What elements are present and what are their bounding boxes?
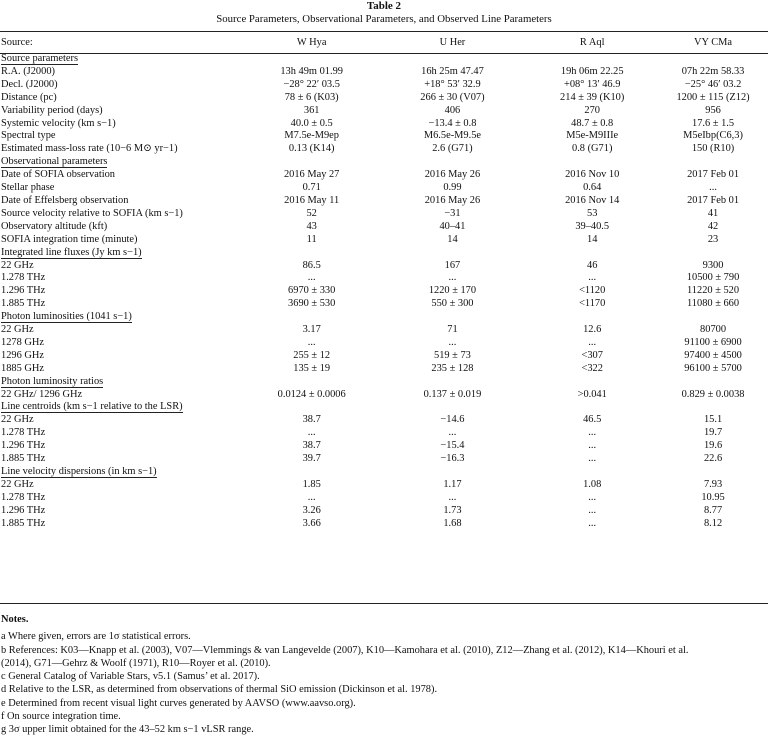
row-label: 1.296 THz <box>1 285 46 297</box>
section-title-cell <box>0 376 768 389</box>
row-label: 1296 GHz <box>1 349 44 361</box>
table-cell: 91100 ± 6900 <box>684 336 742 348</box>
table-row <box>0 130 768 143</box>
section-title-cell <box>0 466 768 479</box>
table-cell: 0.13 (K14) <box>288 143 335 155</box>
table-row <box>0 285 768 298</box>
note-item: (2014), G71—Gehrz & Woolf (1971), R10—Royer et al. (2010). <box>1 657 271 669</box>
section-title: Photon luminosity ratios <box>1 375 104 387</box>
table-cell: 1.85 <box>302 478 321 490</box>
table-notes <box>1 613 767 737</box>
table-cell: 07h 22m 58.33 <box>681 65 745 77</box>
table-cell: 0.64 <box>583 182 602 194</box>
table-cell: 40–41 <box>439 220 466 232</box>
table-cell: 0.829 ± 0.0038 <box>681 388 745 400</box>
section-title-cell <box>0 401 768 414</box>
section-row <box>0 401 768 414</box>
table-cell: <307 <box>581 349 603 361</box>
header-vy-cma: VY CMa <box>694 37 733 48</box>
table-cell: ... <box>307 272 316 284</box>
table-cell: ... <box>588 491 597 503</box>
table-cell: 2016 May 27 <box>283 169 340 181</box>
row-label: 1.296 THz <box>1 440 46 452</box>
table-cell: +08° 13′ 46.9 <box>563 78 621 90</box>
table-cell: 86.5 <box>302 259 321 271</box>
table-cell: 1.73 <box>443 504 462 516</box>
table-cell: 15.1 <box>703 414 723 426</box>
table-cell: ... <box>588 427 597 439</box>
header-u-her: U Her <box>439 37 466 48</box>
table-row <box>0 105 768 118</box>
table-cell: −16.3 <box>440 453 465 465</box>
table-cell: 270 <box>584 104 600 116</box>
table-cell: 956 <box>705 104 721 116</box>
row-label: Distance (pc) <box>1 91 57 103</box>
table-cell: 0.8 (G71) <box>572 143 613 155</box>
table-row <box>0 234 768 247</box>
table-cell: ... <box>588 272 597 284</box>
table-cell: ... <box>588 517 597 529</box>
table-cell: 0.0124 ± 0.0006 <box>277 388 346 400</box>
table-row <box>0 518 768 531</box>
section-title-cell <box>0 247 768 260</box>
table-cell: 19.6 <box>703 440 723 452</box>
table-cell: >0.041 <box>577 388 607 400</box>
row-label: 22 GHz <box>1 259 34 271</box>
table-row <box>0 195 768 208</box>
table-cell: 3.26 <box>302 504 321 516</box>
section-title-cell <box>0 311 768 324</box>
row-label: SOFIA integration time (minute) <box>1 233 138 245</box>
section-row <box>0 156 768 169</box>
table-cell: 6970 ± 330 <box>288 285 336 297</box>
table-cell: 235 ± 128 <box>431 362 474 374</box>
table-cell: −28° 22′ 03.5 <box>283 78 340 90</box>
table-row <box>0 324 768 337</box>
table-cell: 2016 May 26 <box>424 169 481 181</box>
table-cell: 22.6 <box>703 453 723 465</box>
note-item: g 3σ upper limit obtained for the 43–52 km s−1 vLSR range. <box>1 724 254 736</box>
header-r-aql: R Aql <box>579 37 605 48</box>
section-row <box>0 376 768 389</box>
row-label: 1.278 THz <box>1 491 46 503</box>
table-cell: <1120 <box>579 285 606 297</box>
table-row <box>0 118 768 131</box>
table-cell: ... <box>588 336 597 348</box>
table-cell: 519 ± 73 <box>434 349 471 361</box>
row-label: Decl. (J2000) <box>1 78 58 90</box>
table-cell: 1.68 <box>443 517 462 529</box>
table-cell: 266 ± 30 (V07) <box>420 91 485 103</box>
table-cell: 40.0 ± 0.5 <box>290 117 333 129</box>
note-item: d Relative to the LSR, as determined from observations of thermal SiO emission (Dickinson et al. 1978). <box>1 684 438 696</box>
table-caption <box>0 0 768 26</box>
note-item: e Determined from recent visual light curves generated by AAVSO (www.aavso.org). <box>1 697 356 709</box>
table-cell: 38.7 <box>302 414 321 426</box>
section-row <box>0 466 768 479</box>
table-cell: 9300 <box>702 259 724 271</box>
table-cell: 8.12 <box>703 517 723 529</box>
header-row <box>0 32 768 53</box>
table-cell: 2016 May 11 <box>284 194 340 206</box>
table-row <box>0 272 768 285</box>
table-cell: 214 ± 39 (K10) <box>560 91 625 103</box>
section-title-cell <box>0 53 768 66</box>
table-row <box>0 298 768 311</box>
table-cell: 41 <box>707 207 719 219</box>
table-row <box>0 389 768 402</box>
table-cell: 17.6 ± 1.5 <box>692 117 735 129</box>
table-cell: 96100 ± 5700 <box>684 362 742 374</box>
table-cell: 135 ± 19 <box>293 362 331 374</box>
row-label: Stellar phase <box>1 182 55 194</box>
table-cell: 361 <box>303 104 320 116</box>
table-cell: M5eIbp(C6,3) <box>683 130 743 142</box>
row-label: R.A. (J2000) <box>1 65 55 77</box>
note-item: f On source integration time. <box>1 711 121 723</box>
table-row <box>0 143 768 156</box>
table-body <box>0 32 768 531</box>
table-cell: 150 (R10) <box>691 143 735 155</box>
table-cell: 19h 06m 22.25 <box>560 65 624 77</box>
section-row <box>0 53 768 66</box>
table-cell: 52 <box>306 207 317 219</box>
table-cell: 3690 ± 530 <box>288 298 336 310</box>
table-cell: 255 ± 12 <box>293 349 331 361</box>
row-label: Source velocity relative to SOFIA (km s−1) <box>1 207 183 219</box>
table-cell: 80700 <box>700 324 727 336</box>
table-row <box>0 427 768 440</box>
table-cell: ... <box>448 336 457 348</box>
table-cell: 1.08 <box>583 478 602 490</box>
row-label: 1.296 THz <box>1 504 46 516</box>
table-row <box>0 92 768 105</box>
section-row <box>0 247 768 260</box>
table-row <box>0 208 768 221</box>
row-label: Date of SOFIA observation <box>1 169 115 181</box>
table-title: Table 2 <box>366 0 402 12</box>
section-title: Source parameters <box>1 53 79 64</box>
section-row <box>0 311 768 324</box>
table-cell: ... <box>307 336 316 348</box>
table-cell: 16h 25m 47.47 <box>421 65 484 77</box>
table-cell: 12.6 <box>583 324 602 336</box>
table-row <box>0 221 768 234</box>
table-cell: −14.6 <box>440 414 465 426</box>
bottom-rule <box>0 603 768 604</box>
row-label: 22 GHz/ 1296 GHz <box>1 388 83 400</box>
table-cell: 7.93 <box>703 478 723 490</box>
row-label: 22 GHz <box>1 414 34 426</box>
table-row <box>0 505 768 518</box>
row-label: Systemic velocity (km s−1) <box>1 117 116 129</box>
row-label: 1885 GHz <box>1 362 44 374</box>
notes-heading: Notes. <box>1 614 29 625</box>
table-cell: 2016 Nov 10 <box>565 169 620 181</box>
table-row <box>0 414 768 427</box>
table-cell: 1.17 <box>443 478 462 490</box>
note-item: a Where given, errors are 1σ statistical errors. <box>1 631 191 643</box>
section-title: Photon luminosities (1041 s−1) <box>1 311 132 323</box>
table-cell: ... <box>588 504 597 516</box>
table-cell: M5e-M9IIIe <box>566 130 619 142</box>
table-row <box>0 453 768 466</box>
table-cell: 13h 49m 01.99 <box>280 65 343 77</box>
table-row <box>0 79 768 92</box>
row-label: Date of Effelsberg observation <box>1 194 129 206</box>
table-cell: 0.71 <box>302 182 321 194</box>
table-cell: 8.77 <box>703 504 723 516</box>
table-cell: ... <box>448 272 457 284</box>
table-cell: 167 <box>444 259 461 271</box>
table-cell: 0.137 ± 0.019 <box>423 388 482 400</box>
row-label: 1.885 THz <box>1 453 46 465</box>
table-cell: −31 <box>444 207 461 219</box>
row-label: Estimated mass-loss rate (10−6 M⊙ yr−1) <box>1 143 178 155</box>
table-row <box>0 182 768 195</box>
row-label: 22 GHz <box>1 324 34 336</box>
notes-list <box>1 630 767 736</box>
table-cell: 48.7 ± 0.8 <box>571 117 614 129</box>
section-title: Observational parameters <box>1 156 108 168</box>
table-cell: 42 <box>707 220 719 232</box>
note-item: b References: K03—Knapp et al. (2003), V07—Vlemmings & van Langevelde (2007), K10—Kamohara et al. (2010), Z12—Zhang et al. (2012), K14—Khouri et al. <box>1 644 689 656</box>
section-title: Line centroids (km s−1 relative to the LSR) <box>1 401 183 413</box>
table-row <box>0 66 768 79</box>
table-cell: +18° 53′ 32.9 <box>424 78 481 90</box>
section-title: Line velocity dispersions (in km s−1) <box>1 466 157 477</box>
table-cell: 39–40.5 <box>575 220 610 232</box>
note-item: c General Catalog of Variable Stars, v5.1 (Samus’ et al. 2017). <box>1 671 260 683</box>
row-label: 1278 GHz <box>1 336 44 348</box>
table-row <box>0 169 768 182</box>
table-cell: 39.7 <box>302 453 321 465</box>
table-cell: 11220 ± 520 <box>687 285 740 297</box>
row-label: Spectral type <box>1 130 56 142</box>
table-cell: −25° 46′ 03.2 <box>684 78 742 90</box>
table-cell: ... <box>448 491 457 503</box>
row-label: 1.278 THz <box>1 427 46 439</box>
table-cell: −13.4 ± 0.8 <box>428 117 477 129</box>
table-cell: 2017 Feb 01 <box>687 194 740 206</box>
table-cell: 14 <box>447 233 458 245</box>
table-cell: 78 ± 6 (K03) <box>284 91 339 103</box>
table-row <box>0 440 768 453</box>
data-table <box>0 32 768 531</box>
table-row <box>0 363 768 376</box>
table-cell: 19.7 <box>703 427 723 439</box>
table-cell: 1200 ± 115 (Z12) <box>676 91 750 103</box>
header-w-hya: W Hya <box>296 37 327 48</box>
table-cell: ... <box>588 440 597 452</box>
table-cell: 46 <box>587 259 598 271</box>
table-cell: 2016 Nov 14 <box>565 194 620 206</box>
table-cell: 11 <box>306 233 317 245</box>
table-cell: 43 <box>306 220 317 232</box>
table-row <box>0 260 768 273</box>
table-cell: 0.99 <box>443 182 462 194</box>
row-label: 1.885 THz <box>1 298 46 310</box>
table-row <box>0 350 768 363</box>
table-row <box>0 337 768 350</box>
table-cell: ... <box>588 453 597 465</box>
table-cell: 71 <box>447 324 458 336</box>
row-label: Variability period (days) <box>1 104 103 116</box>
table-cell: 3.17 <box>302 324 321 336</box>
table-cell: ... <box>709 182 717 194</box>
table-cell: 97400 ± 4500 <box>684 349 742 361</box>
table-cell: 38.7 <box>302 440 321 452</box>
table-cell: ... <box>307 491 316 503</box>
table-cell: ... <box>307 427 316 439</box>
table-cell: 2017 Feb 01 <box>687 169 740 181</box>
table-cell: ... <box>448 427 457 439</box>
table-cell: 53 <box>587 207 598 219</box>
table-cell: 406 <box>444 104 461 116</box>
table-cell: M7.5e-M9ep <box>284 130 339 142</box>
row-label: 1.885 THz <box>1 517 46 529</box>
row-label: 22 GHz <box>1 478 34 490</box>
table-cell: 10.95 <box>701 491 725 503</box>
row-label: Observatory altitude (kft) <box>1 220 108 232</box>
table-cell: 46.5 <box>583 414 602 426</box>
table-cell: 3.66 <box>302 517 321 529</box>
table-cell: 2016 May 26 <box>424 194 481 206</box>
table-cell: 10500 ± 790 <box>686 272 740 284</box>
row-label: 1.278 THz <box>1 272 46 284</box>
table-cell: 2.6 (G71) <box>432 143 473 155</box>
table-cell: M6.5e-M9.5e <box>423 130 482 142</box>
table-subtitle: Source Parameters, Observational Parameters, and Observed Line Parameters <box>216 13 552 25</box>
table-cell: −15.4 <box>440 440 465 452</box>
table-cell: <322 <box>581 362 603 374</box>
table-cell: 11080 ± 660 <box>687 298 740 310</box>
table-cell: 23 <box>707 233 719 245</box>
table-cell: 550 ± 300 <box>431 298 474 310</box>
table-row <box>0 479 768 492</box>
header-source: Source: <box>1 37 33 48</box>
table-row <box>0 492 768 505</box>
section-title-cell <box>0 156 768 169</box>
table-cell: 1220 ± 170 <box>428 285 477 297</box>
table-cell: 14 <box>587 233 598 245</box>
section-title: Integrated line fluxes (Jy km s−1) <box>1 246 142 258</box>
table-cell: <1170 <box>579 298 606 310</box>
